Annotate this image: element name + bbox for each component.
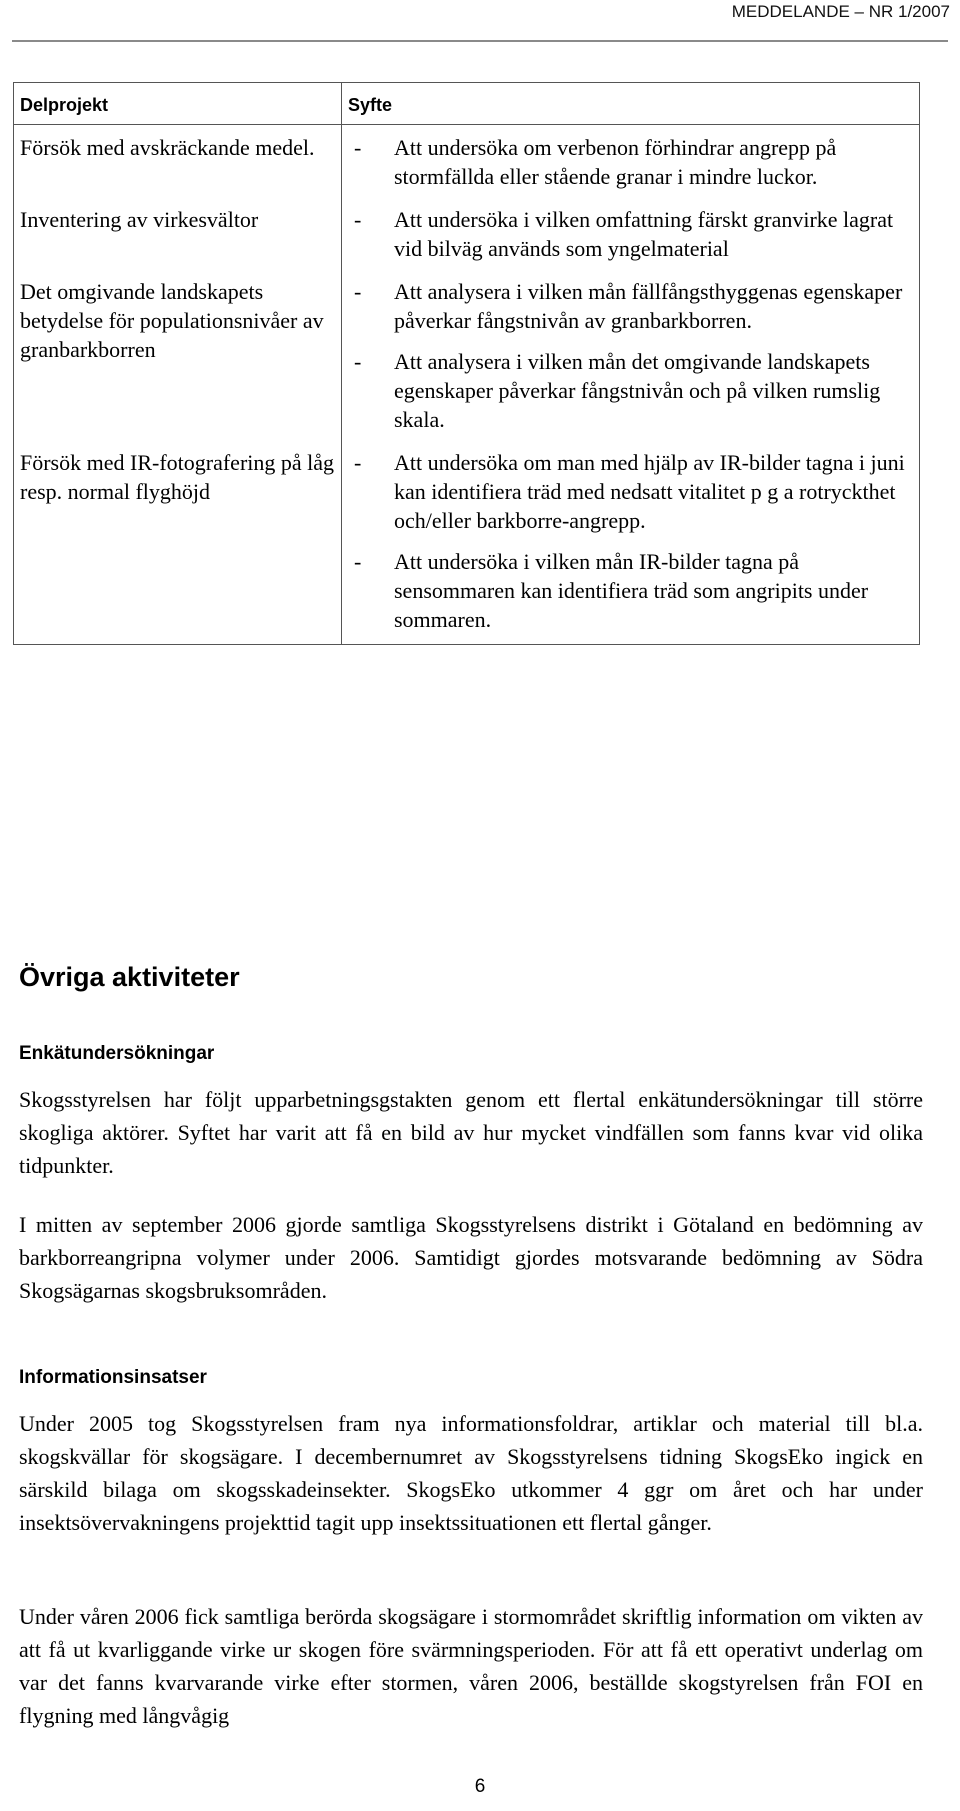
- paragraph: I mitten av september 2006 gjorde samtliga Skogsstyrelsens distrikt i Götaland en bedömning av barkborreangripna volymer under 2006. Samtidigt gjordes motsvarande bedömning av Södra Skogsägarnas skogsbruksområden.: [19, 1212, 923, 1303]
- subsection-title-enkatundersokningar: Enkätundersökningar: [19, 1043, 215, 1064]
- dash-marker: -: [354, 549, 362, 574]
- purpose-text: Att undersöka om man med hjälp av IR-bilder tagna i juni kan identifiera träd med nedsatt vitalitet p g a rotryckthet och/eller barkborre-angrepp.: [394, 450, 905, 533]
- project-cell: Försök med avskräckande medel.: [14, 125, 342, 202]
- subproject-table: [13, 82, 920, 645]
- dash-marker: -: [354, 279, 362, 304]
- dash-marker: -: [354, 207, 362, 232]
- purpose-list: [348, 205, 913, 263]
- purpose-text: Att undersöka i vilken omfattning färskt granvirke lagrat vid bilväg används som yngelmaterial: [394, 207, 894, 261]
- project-cell: Det omgivande landskapets betydelse för populationsnivåer av granbarkborren: [14, 273, 342, 444]
- purpose-list: [348, 448, 913, 634]
- running-header: MEDDELANDE – NR 1/2007: [731, 2, 950, 21]
- table-row: [14, 201, 920, 273]
- purpose-item: [348, 133, 913, 191]
- purpose-item: [348, 205, 913, 263]
- purpose-item: [348, 347, 913, 434]
- purpose-text: Att analysera i vilken mån det omgivande landskapets egenskaper påverkar fångstnivån och på vilken rumslig skala.: [394, 349, 881, 432]
- purpose-text: Att undersöka om verbenon förhindrar angrepp på stormfällda eller stående granar i mindre luckor.: [394, 135, 837, 189]
- purpose-list: [348, 133, 913, 191]
- table-row: [14, 444, 920, 645]
- dash-marker: -: [354, 349, 362, 374]
- header-divider: [12, 40, 948, 42]
- purpose-item: [348, 277, 913, 335]
- table-header-row: [14, 83, 920, 125]
- project-cell: Inventering av virkesvältor: [14, 201, 342, 273]
- dash-marker: -: [354, 135, 362, 160]
- purpose-item: [348, 547, 913, 634]
- column-header-syfte: Syfte: [342, 83, 920, 125]
- purpose-item: [348, 448, 913, 535]
- project-cell: Försök med IR-fotografering på låg resp. normal flyghöjd: [14, 444, 342, 645]
- purpose-cell: [342, 201, 920, 273]
- purpose-list: [348, 277, 913, 434]
- purpose-text: Att undersöka i vilken mån IR-bilder tagna på sensommaren kan identifiera träd som angripits under sommaren.: [394, 549, 869, 632]
- section-title: Övriga aktiviteter: [19, 962, 240, 992]
- purpose-cell: [342, 444, 920, 645]
- paragraph: Under våren 2006 fick samtliga berörda skogsägare i stormområdet skriftlig information om vikten av att få ut kvarliggande virke ur skogen före svärmningsperioden. För att få ett operativt underlag om var det fanns kvarvarande virke efter stormen, våren 2006, beställde skogstyrelsen från FOI en flygning med långvågig: [19, 1604, 923, 1728]
- purpose-cell: [342, 125, 920, 202]
- paragraph: Under 2005 tog Skogsstyrelsen fram nya informationsfoldrar, artiklar och material till bl.a. skogskvällar för skogsägare. I decembernumret av Skogsstyrelsens tidning SkogsEko ingick en särskild bilaga om skogsskadeinsekter. SkogsEko utkommer 4 ggr om året och har under insektsövervakningens projekttid tagit upp insektssituationen ett flertal gånger.: [19, 1411, 923, 1535]
- page-number: 6: [474, 1776, 486, 1797]
- table-row: [14, 273, 920, 444]
- purpose-text: Att analysera i vilken mån fällfångsthyggenas egenskaper påverkar fångstnivån av granbarkborren.: [394, 279, 903, 333]
- paragraph: Skogsstyrelsen har följt upparbetningsgstakten genom ett flertal enkätundersökningar till större skogliga aktörer. Syftet har varit att få en bild av hur mycket vindfällen som fanns kvar vid olika tidpunkter.: [19, 1087, 923, 1178]
- column-header-delprojekt: Delprojekt: [14, 83, 342, 125]
- dash-marker: -: [354, 450, 362, 475]
- table-row: [14, 125, 920, 202]
- purpose-cell: [342, 273, 920, 444]
- subsection-title-informationsinsatser: Informationsinsatser: [19, 1367, 207, 1388]
